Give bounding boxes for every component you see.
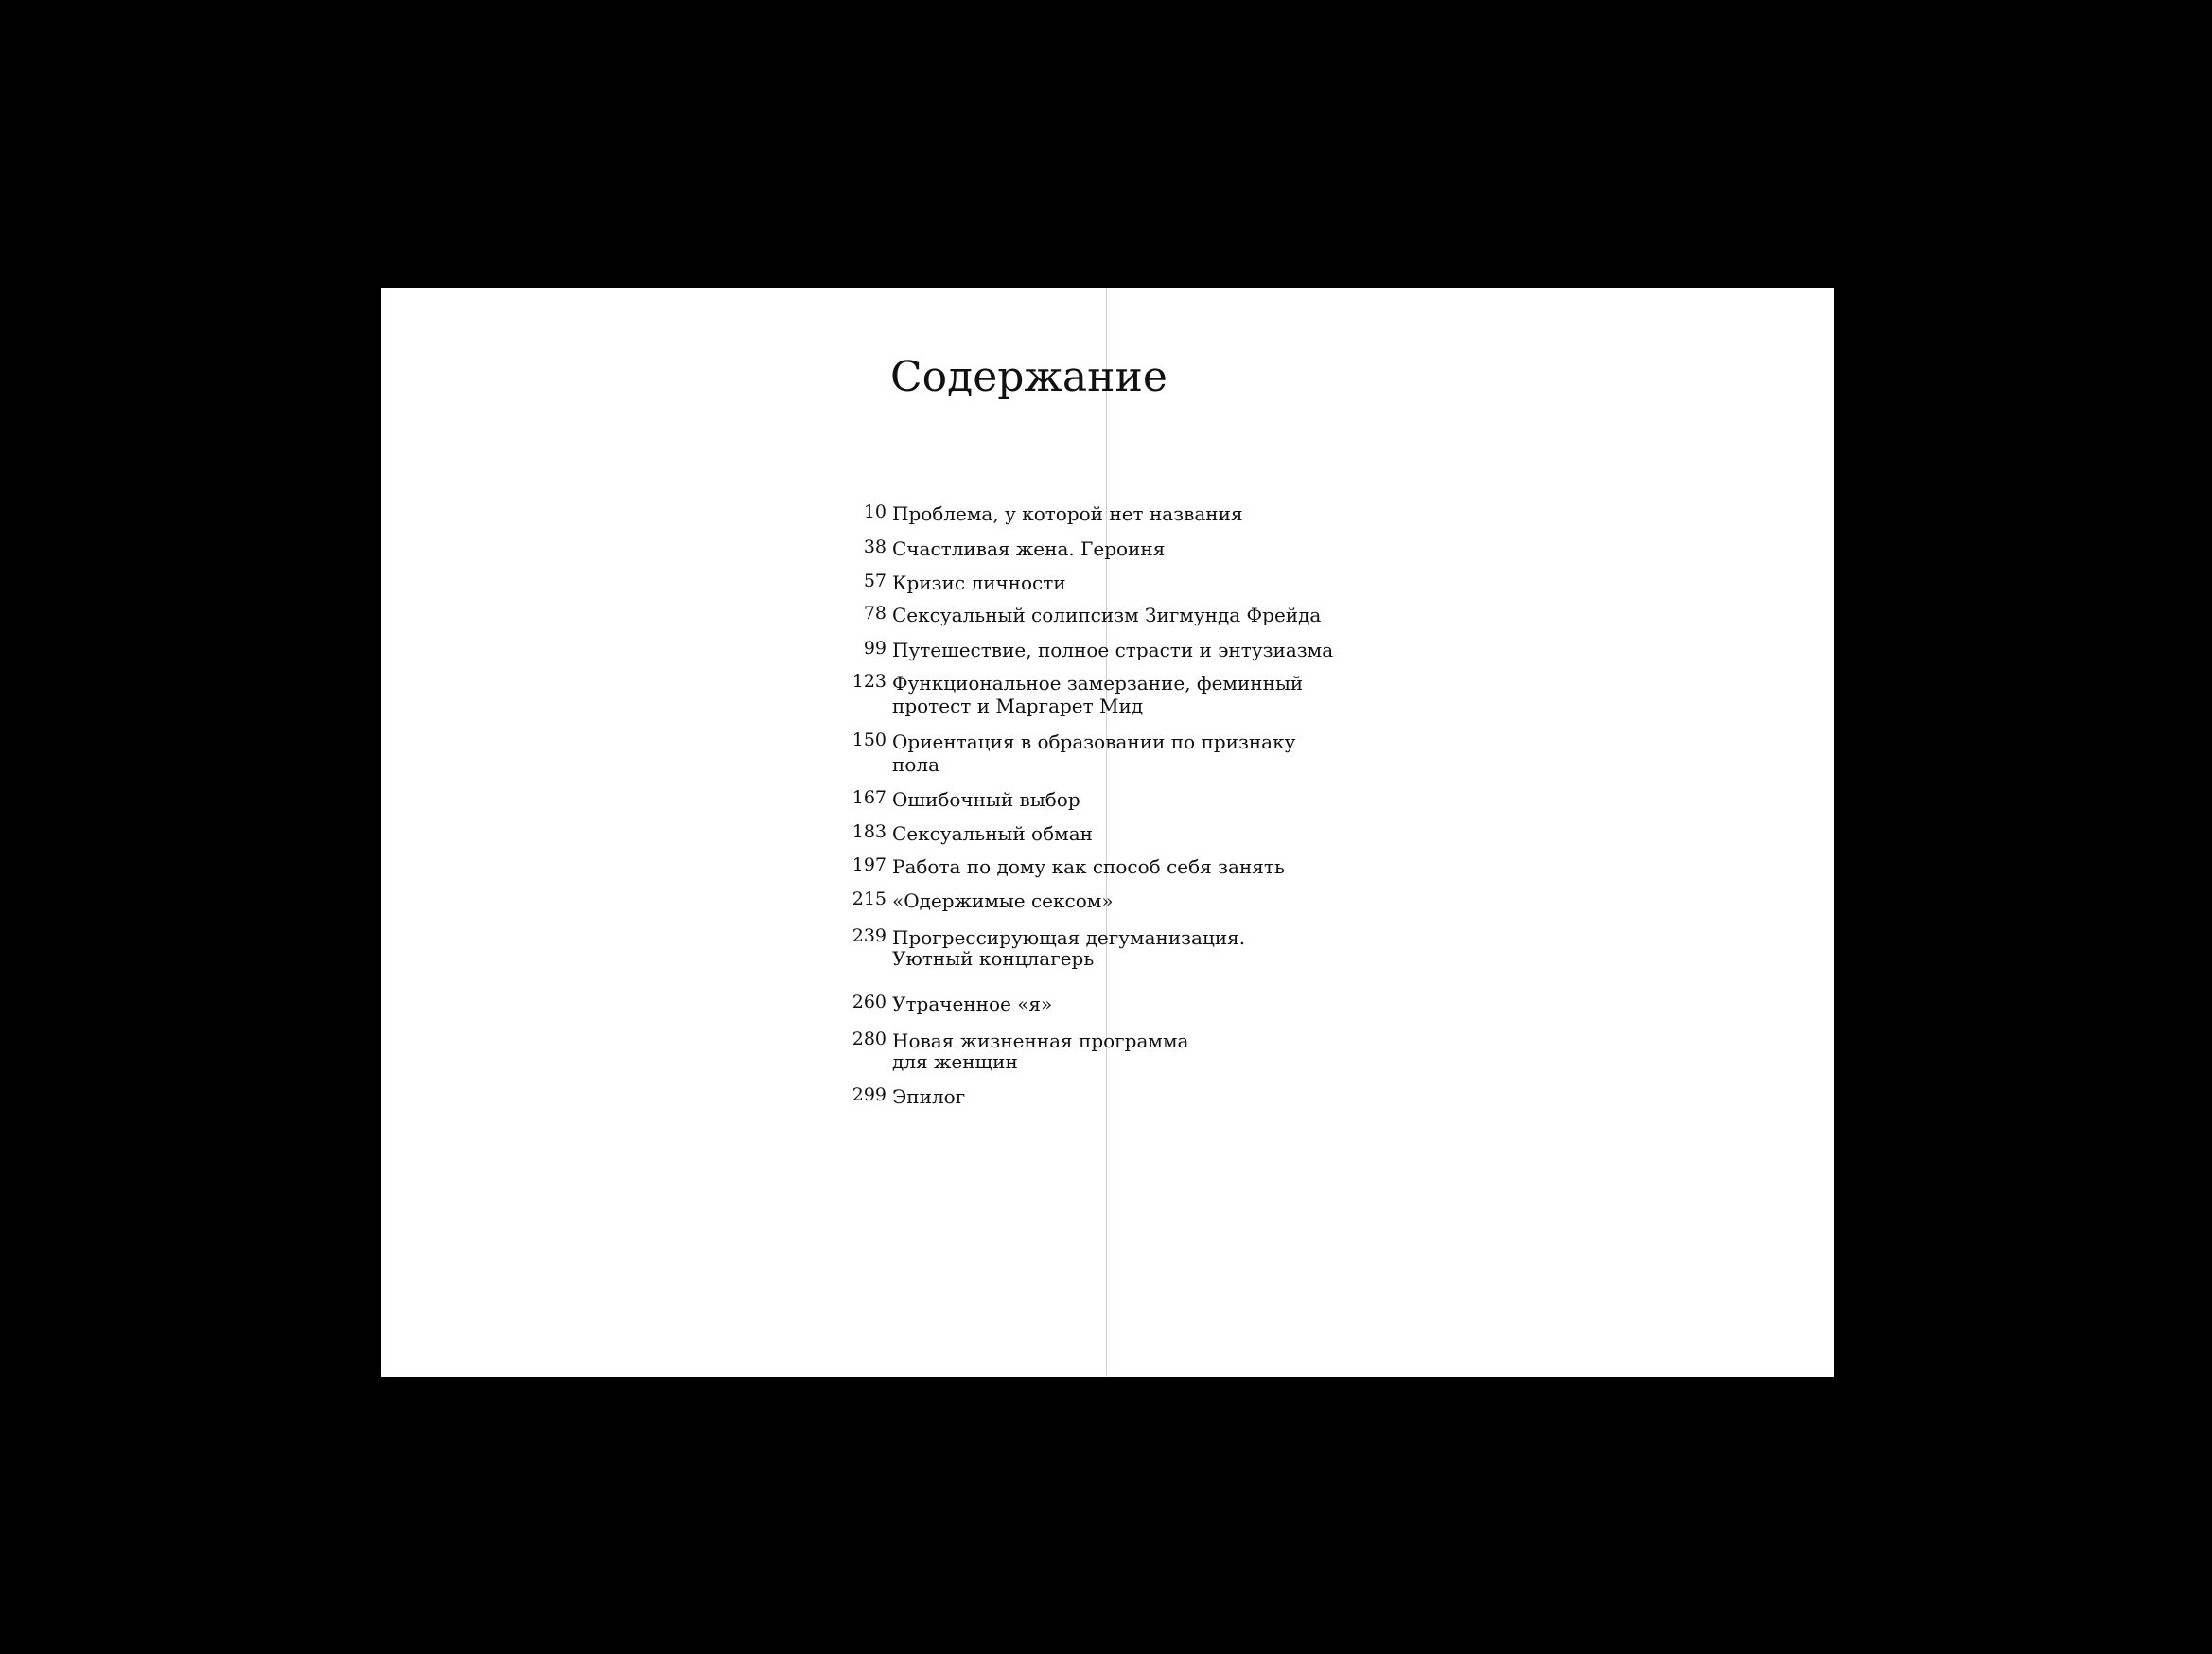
toc-chapter-title [892, 537, 1271, 560]
toc-chapter-line: Ошибочный выбор [892, 788, 1080, 811]
toc-chapter-line: Работа по дому как способ себя занять [892, 855, 1285, 878]
toc-chapter-title [892, 572, 1271, 594]
toc-chapter-line: Уютный концлагерь [892, 947, 1095, 970]
toc-page-number: 239 [851, 925, 887, 946]
toc-chapter-line: Сексуальный обман [892, 822, 1093, 845]
toc-chapter-line: Утраченное «я» [892, 993, 1053, 1015]
toc-chapter-line: Путешествие, полное страсти и энтузиазма [892, 639, 1334, 661]
toc-chapter-line: Эпилог [892, 1085, 966, 1108]
toc-page-number: 57 [863, 571, 887, 591]
toc-chapter-line: протест и Маргарет Мид [892, 695, 1144, 717]
toc-page-number: 99 [863, 638, 887, 659]
book-spread [381, 288, 1834, 1377]
toc-page-number: 280 [851, 1029, 887, 1049]
toc-title: Содержание [890, 353, 1167, 401]
toc-page-number: 183 [851, 821, 887, 842]
toc-page-number: 150 [851, 730, 887, 750]
toc-chapter-title [892, 822, 1271, 845]
toc-chapter-line: Ориентация в образовании по признаку [892, 730, 1296, 753]
toc-chapter-title [892, 993, 1271, 1015]
toc-page-number: 299 [851, 1084, 887, 1105]
toc-chapter-line: Счастливая жена. Героиня [892, 537, 1166, 560]
toc-chapter-line: Новая жизненная программа [892, 1029, 1189, 1052]
toc-page-number: 78 [863, 603, 887, 624]
toc-chapter-title [892, 889, 1271, 912]
toc-chapter-line: «Одержимые сексом» [892, 889, 1114, 912]
toc-chapter-line: Функциональное замерзание, феминный [892, 672, 1304, 695]
toc-chapter-title [892, 788, 1271, 811]
toc-page-number: 10 [863, 501, 887, 522]
toc-chapter-line: Проблема, у которой нет названия [892, 502, 1243, 525]
toc-page-number: 167 [851, 787, 887, 808]
toc-chapter-line: Кризис личности [892, 572, 1066, 594]
toc-chapter-title [892, 1029, 1271, 1073]
toc-page-number: 260 [851, 992, 887, 1012]
toc-chapter-title [892, 1085, 1271, 1108]
toc-page-number: 215 [851, 889, 887, 909]
toc-chapter-title [892, 730, 1296, 776]
toc-chapter-title [892, 502, 1271, 525]
toc-chapter-title [892, 639, 1334, 661]
toc-page-number: 197 [851, 854, 887, 875]
toc-chapter-line: Сексуальный солипсизм Зигмунда Фрейда [892, 604, 1322, 626]
toc-page-number: 38 [863, 537, 887, 557]
toc-page-number: 123 [851, 671, 887, 692]
toc-chapter-line: пола [892, 753, 939, 776]
toc-chapter-title [892, 926, 1271, 970]
toc-chapter-line: для женщин [892, 1050, 1018, 1073]
toc-chapter-title [892, 672, 1304, 717]
toc-chapter-title [892, 604, 1322, 626]
toc-chapter-line: Прогрессирующая дегуманизация. [892, 926, 1246, 949]
toc-chapter-title [892, 855, 1285, 878]
